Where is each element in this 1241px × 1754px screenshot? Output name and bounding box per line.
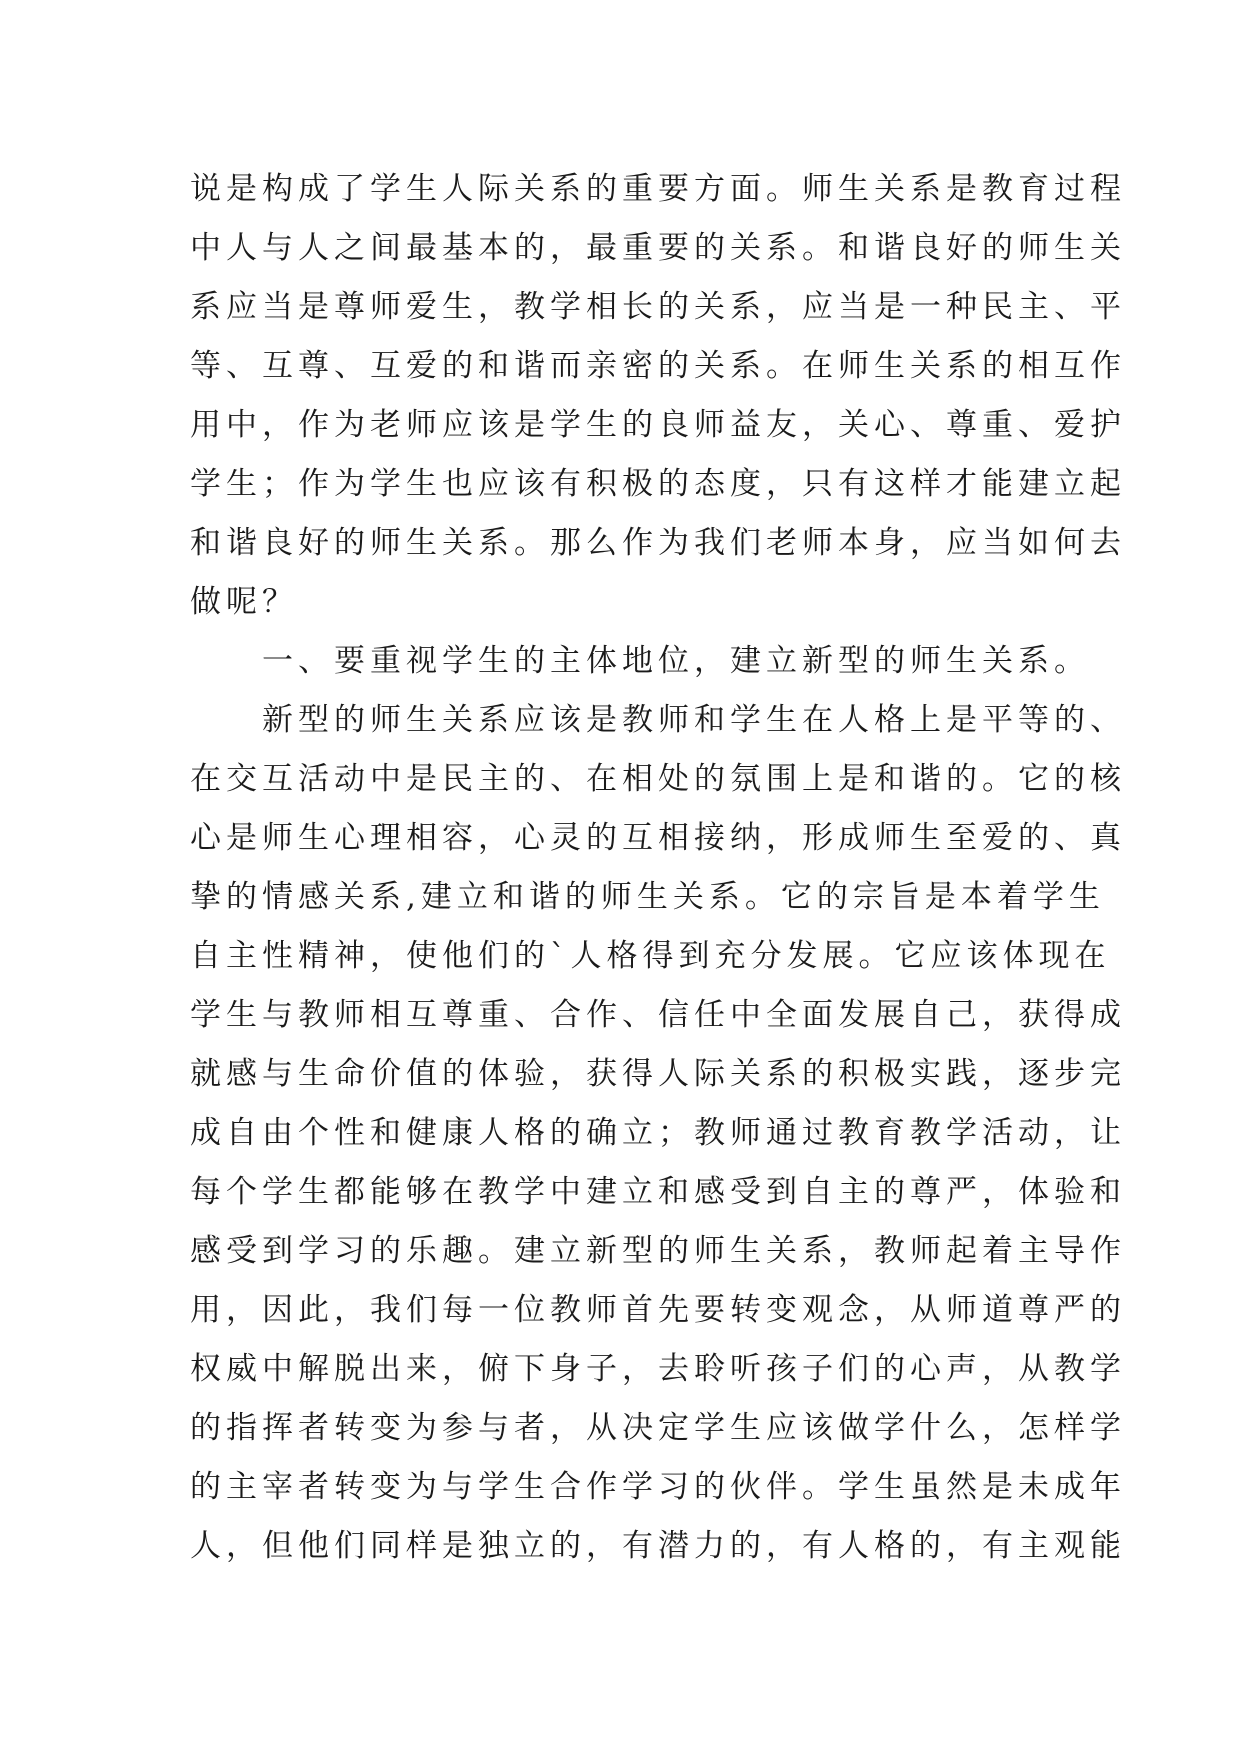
text-line: 做呢？	[190, 584, 298, 620]
text-line: 和谐良好的师生关系。那么作为我们老师本身，应当如何去	[190, 525, 1126, 561]
body-text	[190, 160, 1126, 1576]
text-line: 用，因此，我们每一位教师首先要转变观念，从师道尊严的	[190, 1292, 1126, 1328]
text-line: 等、互尊、互爱的和谐而亲密的关系。在师生关系的相互作	[190, 348, 1126, 384]
text-line: 中人与人之间最基本的，最重要的关系。和谐良好的师生关	[190, 230, 1126, 266]
text-line: 感受到学习的乐趣。建立新型的师生关系，教师起着主导作	[190, 1233, 1126, 1269]
text-line: 系应当是尊师爱生，教学相长的关系，应当是一种民主、平	[190, 289, 1126, 325]
text-line: 的主宰者转变为与学生合作学习的伙伴。学生虽然是未成年	[190, 1469, 1126, 1505]
text-line: 学生与教师相互尊重、合作、信任中全面发展自己，获得成	[190, 997, 1126, 1033]
text-line: 每个学生都能够在教学中建立和感受到自主的尊严，体验和	[190, 1174, 1126, 1210]
text-line: 挚的情感关系,建立和谐的师生关系。它的宗旨是本着学生	[190, 879, 1105, 915]
text-line: 成自由个性和健康人格的确立；教师通过教育教学活动，让	[190, 1115, 1126, 1151]
text-line: 心是师生心理相容，心灵的互相接纳，形成师生至爱的、真	[190, 820, 1126, 856]
text-line: 在交互活动中是民主的、在相处的氛围上是和谐的。它的核	[190, 761, 1126, 797]
text-line: 自主性精神，使他们的`人格得到充分发展。它应该体现在	[190, 938, 1111, 974]
text-line: 就感与生命价值的体验，获得人际关系的积极实践，逐步完	[190, 1056, 1126, 1092]
text-line: 学生；作为学生也应该有积极的态度，只有这样才能建立起	[190, 466, 1126, 502]
text-line: 新型的师生关系应该是教师和学生在人格上是平等的、	[262, 702, 1126, 738]
text-line: 人，但他们同样是独立的，有潜力的，有人格的，有主观能	[190, 1528, 1126, 1564]
text-line: 说是构成了学生人际关系的重要方面。师生关系是教育过程	[190, 171, 1126, 207]
text-line: 的指挥者转变为参与者，从决定学生应该做学什么，怎样学	[190, 1410, 1126, 1446]
text-line: 一、要重视学生的主体地位，建立新型的师生关系。	[262, 643, 1090, 679]
text-line: 用中，作为老师应该是学生的良师益友，关心、尊重、爱护	[190, 407, 1126, 443]
text-line: 权威中解脱出来，俯下身子，去聆听孩子们的心声，从教学	[190, 1351, 1126, 1387]
